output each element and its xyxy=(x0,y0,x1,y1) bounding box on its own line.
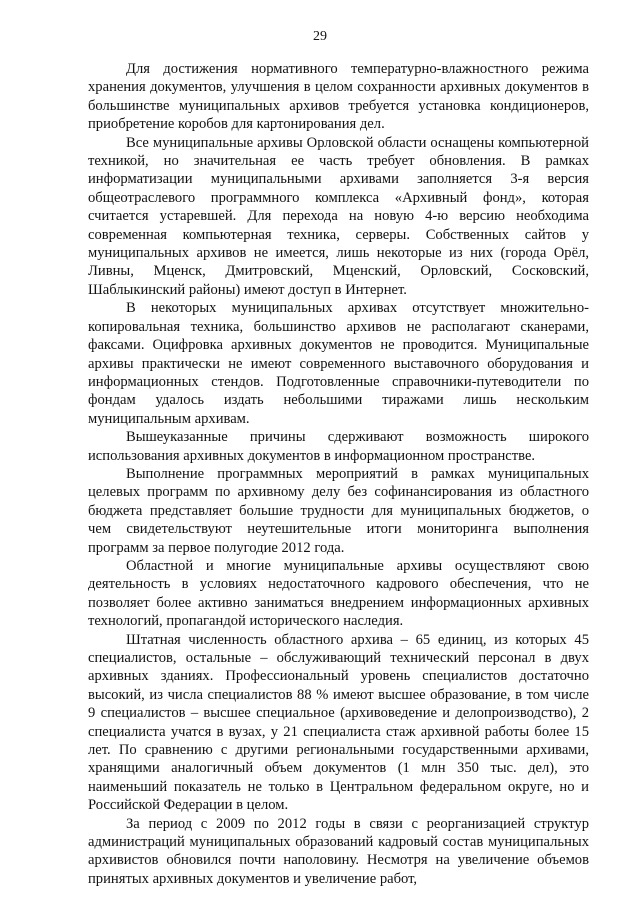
paragraph-usage-limitations: Вышеуказанные причины сдерживают возможность широкого использования архивных документов в информационном пространстве. xyxy=(88,429,589,464)
paragraph-program-funding: Выполнение программных мероприятий в рамках муниципальных целевых программ по архивному делу без софинансирования из областного бюджета представляет большие трудности для муниципальных бюджетов, о чем свидетельствуют неутешительные итоги мониторинга выполнения программ за первое полугодие 2012 года. xyxy=(88,465,589,556)
paragraph-staff-turnover: За период с 2009 по 2012 годы в связи с реорганизацией структур администраций муниципальных образований кадровый состав муниципальных архивистов обновился почти наполовину. Несмотря на увеличение объемов принятых архивных документов и увеличение работ, xyxy=(88,815,589,887)
paragraph-staff-numbers: Штатная численность областного архива – 65 единиц, из которых 45 специалистов, остальные – обслуживающий технический персонал в двух архивных зданиях. Профессиональный уровень специалистов достаточно высокий, из числа специалистов 88 % имеют высшее образование, в том числе 9 специалистов – высшее специальное (архивоведение и делопроизводство), 2 специалиста учатся в вузах, у 21 специалиста стаж архивной работы более 15 лет. По сравнению с другими региональными государственными архивами, хранящими аналогичный объем документов (1 млн 350 тыс. дел), это наименьший показатель не только в Центральном федеральном округе, но и Российской Федерации в целом. xyxy=(88,631,589,814)
document-body xyxy=(88,60,589,888)
paragraph-staffing-shortage: Областной и многие муниципальные архивы осуществляют свою деятельность в условиях недостаточного кадрового обеспечения, что не позволяет более активно заниматься внедрением информационных архивных технологий, пропагандой исторического наследия. xyxy=(88,557,589,630)
page-number: 29 xyxy=(313,29,327,44)
paragraph-copying-equipment: В некоторых муниципальных архивах отсутствует множительно-копировальная техника, большинство архивов не располагают сканерами, факсами. Оцифровка архивных документов не проводится. Муниципальные архивы практически не имеют современного выставочного оборудования и информационных стендов. Подготовленные справочники-путеводители по фондам удалось издать небольшими тиражами лишь нескольким муниципальным архивам. xyxy=(88,300,589,427)
paragraph-computer-equipment: Все муниципальные архивы Орловской области оснащены компьютерной техникой, но значительная ее часть требует обновления. В рамках информатизации муниципальными архивами заполняется 3-я версия общеотраслевого программного комплекса «Архивный фонд», которая считается устаревшей. Для перехода на новую 4-ю версию необходима современная компьютерная техника, серверы. Собственных сайтов у муниципальных архивов не имеется, лишь некоторые из них (города Орёл, Ливны, Мценск, Дмитровский, Мценский, Орловский, Сосковский, Шаблыкинский районы) имеют доступ в Интернет. xyxy=(88,134,589,298)
paragraph-climate-control: Для достижения нормативного температурно-влажностного режима хранения документов, улучшения в целом сохранности архивных документов в большинстве муниципальных архивов требуется установка кондиционеров, приобретение коробов для картонирования дел. xyxy=(88,61,589,133)
